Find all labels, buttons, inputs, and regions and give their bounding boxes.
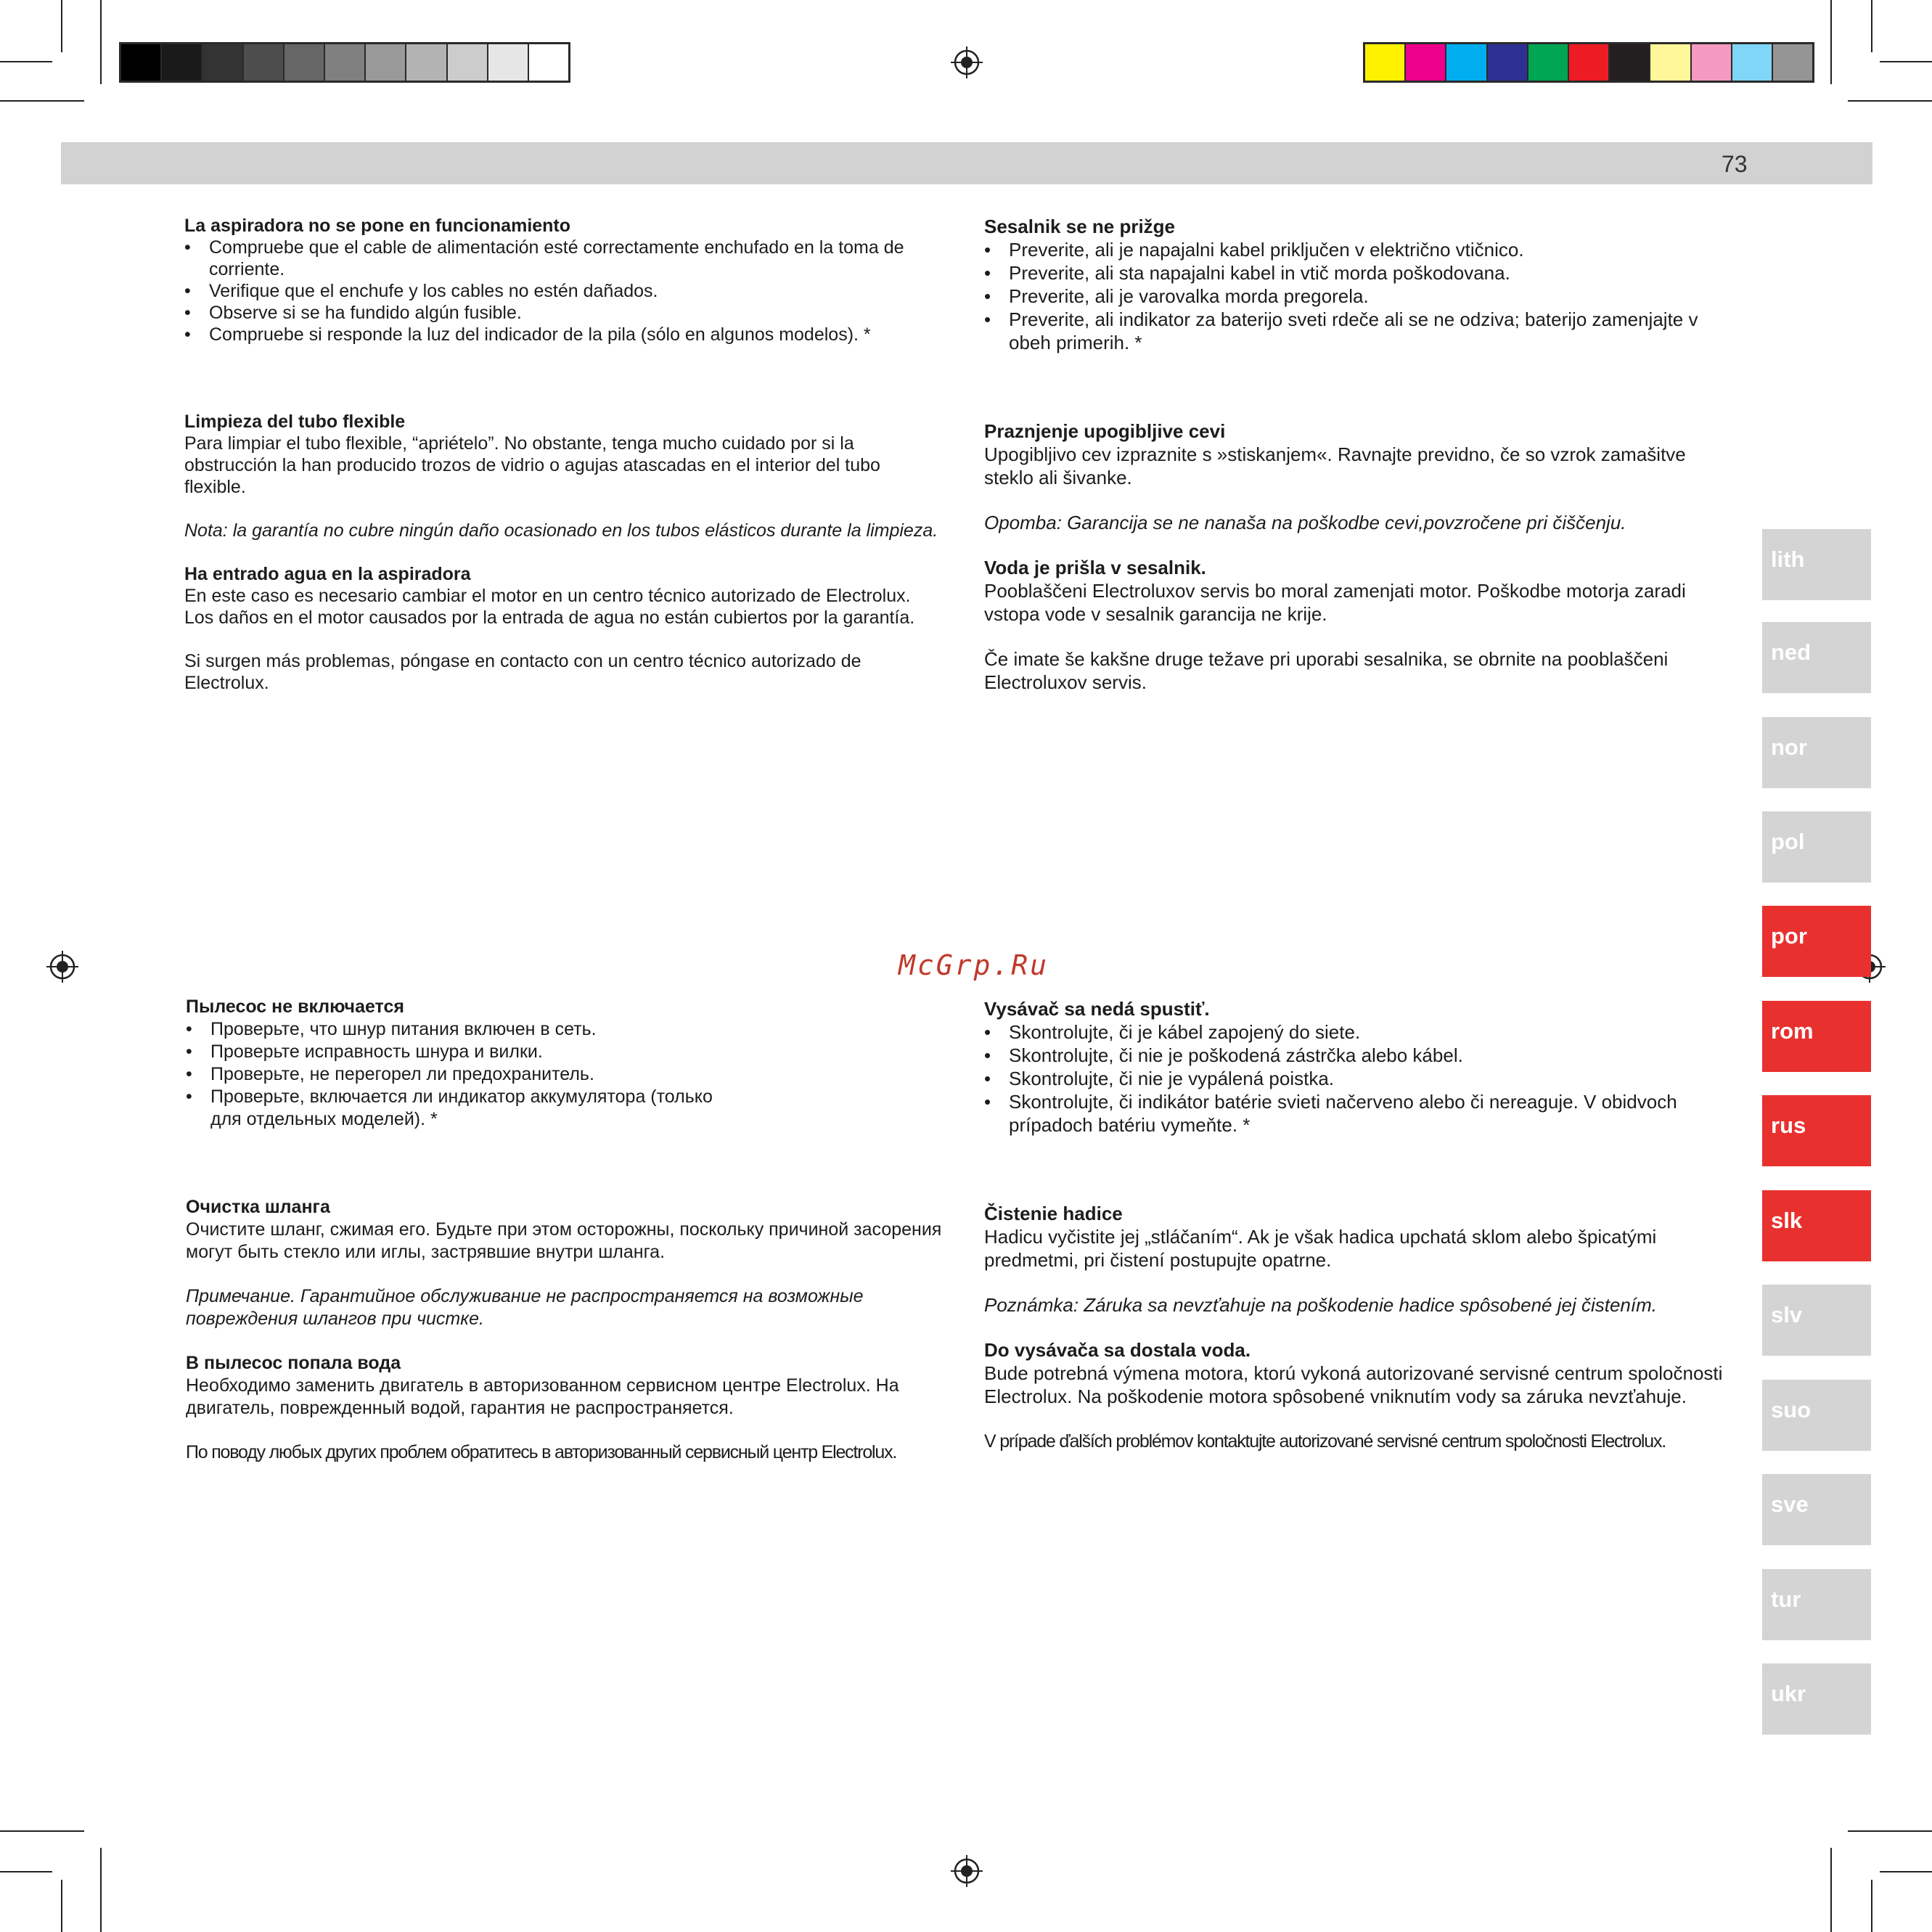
- tab-sve[interactable]: sve: [1762, 1474, 1871, 1545]
- paragraph: Upogibljivo cev izpraznite s »stiskanjem«. Ravnajte previdno, če so vzrok zamašitve steklo ali šivanke.: [984, 443, 1686, 488]
- heading-water-entered: Do vysávača sa dostala voda.: [984, 1339, 1251, 1361]
- color-swatch: [1610, 44, 1650, 81]
- color-swatch: [325, 44, 366, 81]
- section-slovenian: [984, 215, 1732, 694]
- color-swatch: [1773, 44, 1812, 81]
- heading-hose-cleaning: Čistenie hadice: [984, 1203, 1123, 1224]
- list-item: • Verifique que el enchufe y los cables no estén dañados.: [184, 280, 939, 302]
- registration-mark-icon: [951, 1855, 983, 1887]
- list-item: • Проверьте, что шнур питания включен в сеть.: [186, 1018, 948, 1041]
- crop-mark: [0, 100, 84, 102]
- warranty-note: Poznámka: Záruka sa nevzťahuje na poškodenie hadice spôsobené jej čistením.: [984, 1294, 1657, 1316]
- registration-mark-icon: [951, 46, 983, 78]
- paragraph: По поводу любых других проблем обратитесь в авторизованный сервисный центр Electrolux.: [186, 1442, 897, 1462]
- color-swatch: [1406, 44, 1446, 81]
- section-russian: [186, 996, 948, 1464]
- warranty-note: Примечание. Гарантийное обслуживание не распространяется на возможные повреждения шлангов при чистке.: [186, 1286, 864, 1329]
- paragraph: Bude potrebná výmena motora, ktorú vykoná autorizované servisné centrum spoločnosti Electrolux. Na poškodenie motora spôsobené vniknutím vody sa záruka nevzťahuje.: [984, 1362, 1723, 1407]
- page-number: 73: [1722, 151, 1748, 177]
- crop-mark: [1880, 1871, 1932, 1872]
- list-item: • Preverite, ali je varovalka morda pregorela.: [984, 285, 1732, 308]
- list-item: • Skontrolujte, či nie je vypálená poistka.: [984, 1067, 1742, 1090]
- paragraph: Pooblaščeni Electroluxov servis bo moral zamenjati motor. Poškodbe motorja zaradi vstopa vode v sesalnik garancija ne krije.: [984, 580, 1686, 625]
- color-swatch: [121, 44, 162, 81]
- color-swatch: [1650, 44, 1691, 81]
- heading-not-starting: Пылесос не включается: [186, 996, 404, 1017]
- tab-pol[interactable]: pol: [1762, 811, 1871, 883]
- color-swatch: [529, 44, 568, 81]
- list-item: • Preverite, ali sta napajalni kabel in vtič morda poškodovana.: [984, 261, 1732, 285]
- crop-mark: [0, 1871, 52, 1872]
- heading-water-entered: В пылесос попала вода: [186, 1353, 401, 1373]
- paragraph: V prípade ďalších problémov kontaktujte autorizované servisné centrum spoločnosti Electrolux.: [984, 1431, 1666, 1452]
- crop-mark: [1848, 1830, 1932, 1832]
- checklist: [984, 238, 1732, 354]
- heading-water-entered: Ha entrado agua en la aspiradora: [184, 564, 471, 584]
- paragraph: En este caso es necesario cambiar el motor en un centro técnico autorizado de Electrolux. Los daños en el motor causados por la entrada de agua no están cubiertos por la garantía.: [184, 586, 915, 628]
- paragraph: Очистите шланг, сжимая его. Будьте при этом осторожны, поскольку причиной засорения могут быть стекло или иглы, застрявшие внутри шланга.: [186, 1219, 942, 1262]
- color-swatch: [488, 44, 529, 81]
- list-item: • Observe si se ha fundido algún fusible.: [184, 302, 939, 324]
- color-swatch: [1488, 44, 1528, 81]
- heading-water-entered: Voda je prišla v sesalnik.: [984, 557, 1206, 578]
- color-swatch: [1365, 44, 1406, 81]
- crop-mark: [1848, 100, 1932, 102]
- paragraph: Необходимо заменить двигатель в авторизованном сервисном центре Electrolux. На двигатель, поврежденный водой, гарантия не распространяется.: [186, 1375, 899, 1418]
- warranty-note: Nota: la garantía no cubre ningún daño ocasionado en los tubos elásticos durante la limpieza.: [184, 520, 938, 541]
- tab-slv[interactable]: slv: [1762, 1285, 1871, 1356]
- tab-por[interactable]: por: [1762, 906, 1871, 977]
- tab-suo[interactable]: suo: [1762, 1380, 1871, 1451]
- color-swatch: [1569, 44, 1610, 81]
- color-swatch: [366, 44, 406, 81]
- crop-mark: [61, 1880, 62, 1932]
- checklist: [984, 1020, 1742, 1137]
- list-item: • Preverite, ali indikator za baterijo sveti rdeče ali se ne odziva; baterijo zamenjajte v obeh primerih. *: [984, 308, 1732, 354]
- tab-ned[interactable]: ned: [1762, 622, 1871, 693]
- list-item: • Skontrolujte, či indikátor batérie svieti načerveno alebo či nereaguje. V obidvoch prípadoch batériu vymeňte. *: [984, 1090, 1742, 1137]
- crop-mark: [1880, 61, 1932, 62]
- list-item: • Compruebe si responde la luz del indicador de la pila (sólo en algunos modelos). *: [184, 324, 939, 345]
- crop-mark: [1830, 1848, 1832, 1932]
- header-band: [61, 142, 1872, 184]
- list-item: • Проверьте, включается ли индикатор аккумулятора (только для отдельных моделей). *: [186, 1086, 948, 1131]
- color-swatch: [1528, 44, 1569, 81]
- section-spanish: [184, 215, 939, 694]
- tab-ukr[interactable]: ukr: [1762, 1663, 1871, 1735]
- paragraph: Si surgen más problemas, póngase en contacto con un centro técnico autorizado de Electrolux.: [184, 651, 861, 693]
- list-item: • Skontrolujte, či nie je poškodená zástrčka alebo kábel.: [984, 1044, 1742, 1067]
- color-swatch: [1732, 44, 1773, 81]
- color-swatch: [285, 44, 325, 81]
- list-item: • Проверьте, не перегорел ли предохранитель.: [186, 1063, 948, 1086]
- checklist: [184, 237, 939, 345]
- checklist: [186, 1018, 948, 1131]
- crop-mark: [61, 0, 62, 52]
- heading-not-starting: Sesalnik se ne prižge: [984, 216, 1176, 237]
- crop-mark: [0, 61, 52, 62]
- heading-not-starting: La aspiradora no se pone en funcionamiento: [184, 216, 571, 236]
- tab-lith[interactable]: lith: [1762, 529, 1871, 600]
- heading-hose-cleaning: Praznjenje upogibljive cevi: [984, 420, 1226, 442]
- color-swatch: [202, 44, 243, 81]
- paragraph: Para limpiar el tubo flexible, “apriételo”. No obstante, tenga mucho cuidado por si la obstrucción la han producido trozos de vidrio o agujas atascadas en el interior del tubo flexible.: [184, 433, 880, 497]
- crop-mark: [100, 0, 102, 84]
- color-calibration-bar: [1363, 42, 1814, 83]
- crop-mark: [1871, 0, 1872, 52]
- list-item: • Skontrolujte, či je kábel zapojený do siete.: [984, 1020, 1742, 1044]
- heading-not-starting: Vysávač sa nedá spustiť.: [984, 998, 1210, 1020]
- color-swatch: [1692, 44, 1732, 81]
- color-swatch: [448, 44, 488, 81]
- paragraph: Hadicu vyčistite jej „stláčaním“. Ak je však hadica upchatá sklom alebo špicatými predmetmi, pri čistení postupujte opatrne.: [984, 1226, 1657, 1271]
- crop-mark: [1871, 1880, 1872, 1932]
- list-item: • Проверьте исправность шнура и вилки.: [186, 1041, 948, 1063]
- color-swatch: [162, 44, 202, 81]
- paragraph: Če imate še kakšne druge težave pri uporabi sesalnika, se obrnite na pooblaščeni Electroluxov servis.: [984, 648, 1669, 693]
- heading-hose-cleaning: Limpieza del tubo flexible: [184, 412, 406, 432]
- grayscale-calibration-bar: [119, 42, 570, 83]
- list-item: • Preverite, ali je napajalni kabel priključen v električno vtičnico.: [984, 238, 1732, 261]
- tab-slk[interactable]: slk: [1762, 1190, 1871, 1261]
- section-slovak: [984, 997, 1742, 1453]
- color-swatch: [1446, 44, 1487, 81]
- list-item: • Compruebe que el cable de alimentación esté correctamente enchufado en la toma de corriente.: [184, 237, 939, 280]
- tab-rom[interactable]: rom: [1762, 1001, 1871, 1072]
- crop-mark: [1830, 0, 1832, 84]
- tab-tur[interactable]: tur: [1762, 1569, 1871, 1640]
- color-swatch: [406, 44, 447, 81]
- crop-mark: [100, 1848, 102, 1932]
- color-swatch: [244, 44, 285, 81]
- warranty-note: Opomba: Garancija se ne nanaša na poškodbe cevi,povzročene pri čiščenju.: [984, 512, 1626, 533]
- watermark: McGrp.Ru: [899, 949, 1049, 981]
- tab-rus[interactable]: rus: [1762, 1095, 1871, 1166]
- heading-hose-cleaning: Очистка шланга: [186, 1197, 330, 1217]
- registration-mark-icon: [46, 951, 78, 983]
- tab-nor[interactable]: nor: [1762, 717, 1871, 788]
- crop-mark: [0, 1830, 84, 1832]
